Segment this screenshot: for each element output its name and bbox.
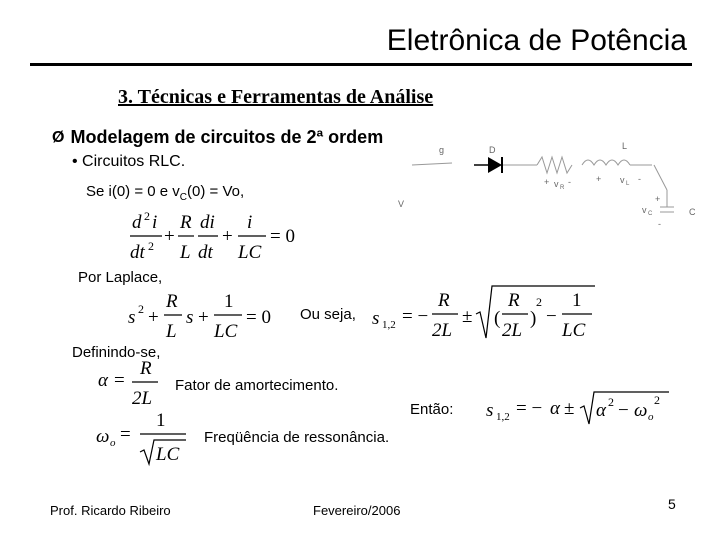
svg-text:2: 2 (536, 295, 542, 309)
svg-text:+: + (164, 226, 175, 247)
svg-text:g: g (439, 145, 445, 155)
svg-text:LC: LC (562, 320, 586, 341)
svg-text:R: R (140, 358, 152, 379)
initial-conditions: Se i(0) = 0 e $v_C(0) = Vo$, (86, 183, 245, 203)
svg-text:=: = (114, 370, 125, 391)
svg-text:+: + (148, 307, 159, 328)
slide-title: Eletrônica de Potência (386, 24, 687, 57)
svg-text:LC: LC (238, 242, 262, 263)
omega-definition (94, 410, 194, 468)
svg-text:R: R (180, 212, 192, 233)
svg-text:α: α (596, 400, 606, 421)
svg-text:2: 2 (144, 209, 150, 223)
page-number: 5 (668, 496, 676, 512)
svg-text:i: i (152, 212, 158, 233)
svg-text:=: = (120, 424, 131, 445)
svg-text:C: C (689, 207, 696, 217)
svg-text:R: R (438, 290, 450, 311)
svg-text:= 0: = 0 (270, 226, 295, 247)
footer-author: Prof. Ricardo Ribeiro (50, 503, 171, 518)
defining-label: Definindo-se, (72, 344, 161, 361)
svg-text:2L: 2L (432, 320, 453, 341)
laplace-label: Por Laplace, (78, 269, 163, 286)
svg-text:1: 1 (224, 291, 234, 312)
svg-text:LC: LC (156, 444, 180, 465)
svg-text:2L: 2L (502, 320, 523, 341)
rlc-circuit-diagram (392, 135, 712, 235)
svg-text:): ) (530, 308, 537, 329)
alpha-definition (96, 358, 166, 408)
svg-text:+: + (655, 194, 661, 204)
svg-text:s: s (486, 400, 494, 421)
svg-text:L: L (622, 141, 628, 151)
svg-text:= 0: = 0 (246, 307, 271, 328)
roots-equation (370, 282, 600, 344)
svg-text:1,2: 1,2 (382, 319, 396, 331)
svg-text:+: + (596, 174, 602, 184)
svg-text:−: − (546, 306, 557, 327)
svg-text:+: + (544, 177, 550, 187)
main-bullet (52, 127, 383, 148)
svg-text:d: d (132, 212, 142, 233)
svg-text:L: L (180, 242, 191, 263)
or-be-it-label: Ou seja, (300, 306, 356, 323)
diode-icon (488, 157, 502, 173)
svg-text:= −: = − (402, 306, 429, 327)
section-title: 3. Técnicas e Ferramentas de Análise (118, 86, 434, 108)
title-divider (30, 63, 692, 66)
svg-text:LC: LC (214, 321, 238, 342)
svg-text:2: 2 (654, 393, 660, 407)
svg-text:1: 1 (572, 290, 582, 311)
svg-text:ω: ω (634, 400, 648, 421)
svg-text:di: di (200, 212, 215, 233)
svg-text:+: + (222, 226, 233, 247)
svg-text:2: 2 (138, 302, 144, 316)
svg-text:V: V (398, 199, 405, 209)
svg-text:D: D (489, 145, 496, 155)
then-label: Então: (410, 401, 454, 418)
sub-bullet: • Circuitos RLC. (72, 153, 186, 170)
svg-text:s: s (128, 307, 136, 328)
svg-text:L: L (626, 181, 630, 187)
svg-text:±: ± (564, 398, 575, 419)
svg-text:v: v (642, 205, 647, 215)
svg-text:s: s (186, 307, 194, 328)
svg-text:-: - (568, 177, 571, 187)
resonance-label: Freqüência de ressonância. (204, 429, 390, 446)
svg-text:-: - (658, 219, 661, 229)
svg-text:−: − (618, 400, 629, 421)
svg-text:(: ( (494, 308, 501, 329)
footer-date: Fevereiro/2006 (313, 503, 401, 518)
svg-text:α: α (550, 398, 560, 419)
svg-text:±: ± (462, 306, 473, 327)
svg-text:1: 1 (156, 410, 166, 431)
svg-text:= −: = − (516, 398, 543, 419)
svg-text:R: R (560, 185, 565, 191)
svg-text:L: L (166, 321, 177, 342)
svg-text:1,2: 1,2 (496, 411, 510, 423)
differential-equation (122, 208, 312, 266)
svg-text:-: - (638, 174, 641, 184)
arrow-bullet-icon: Ø (52, 128, 65, 146)
characteristic-equation (126, 289, 278, 345)
svg-text:C: C (648, 211, 653, 217)
svg-text:2L: 2L (132, 388, 153, 408)
svg-text:ω: ω (96, 426, 110, 447)
svg-text:i: i (247, 212, 253, 233)
damping-factor-label: Fator de amortecimento. (175, 377, 339, 394)
svg-text:v: v (620, 175, 625, 185)
svg-text:o: o (648, 411, 654, 423)
svg-text:2: 2 (148, 239, 154, 253)
svg-text:2: 2 (608, 395, 614, 409)
roots-simplified (484, 388, 674, 428)
svg-text:R: R (166, 291, 178, 312)
svg-text:v: v (554, 179, 559, 189)
main-bullet-text: Modelagem de circuitos de 2ª ordem (70, 127, 384, 147)
svg-text:dt: dt (198, 242, 213, 263)
svg-text:s: s (372, 308, 380, 329)
svg-text:o: o (110, 437, 116, 449)
svg-text:+: + (198, 307, 209, 328)
svg-text:α: α (98, 370, 108, 391)
svg-text:dt: dt (130, 242, 145, 263)
svg-text:R: R (508, 290, 520, 311)
